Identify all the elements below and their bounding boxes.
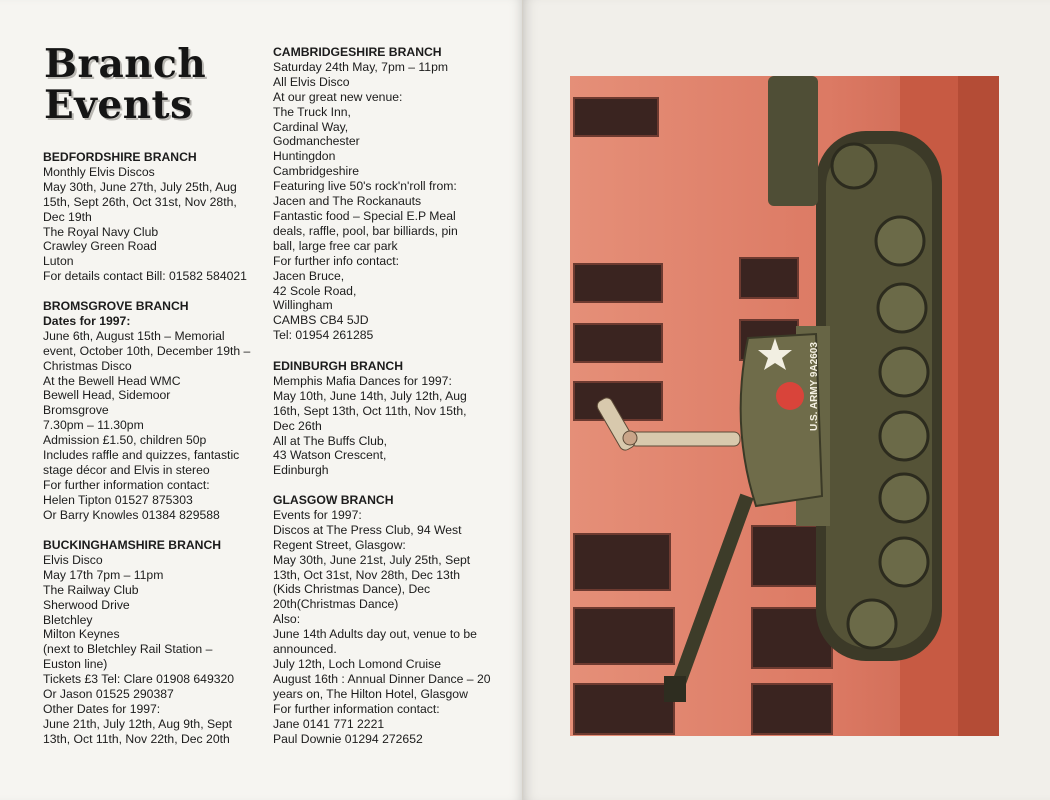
left-page: [0, 0, 523, 800]
event-line: Includes raffle and quizzes, fantastic: [43, 448, 240, 463]
event-line: July 12th, Loch Lomond Cruise: [273, 656, 442, 671]
event-line: May 17th 7pm – 11pm: [43, 567, 164, 582]
event-line: Jacen and The Rockanauts: [273, 194, 422, 209]
event-line: (Kids Christmas Dance), Dec: [273, 582, 431, 597]
title-line-2: Events: [44, 82, 193, 128]
branch-heading: BEDFORDSHIRE BRANCH: [43, 150, 197, 164]
event-line: The Truck Inn,: [273, 104, 351, 119]
event-details: [273, 374, 509, 478]
branch-heading: BUCKINGHAMSHIRE BRANCH: [43, 538, 222, 552]
event-line: Discos at The Press Club, 94 West: [273, 522, 462, 537]
event-line: Willingham: [273, 298, 333, 313]
tank-photo: [570, 76, 999, 736]
event-line: The Railway Club: [43, 582, 139, 597]
event-line: 13th, Oct 31st, Nov 28th, Dec 13th: [273, 567, 460, 582]
branch-heading: CAMBRIDGESHIRE BRANCH: [273, 45, 442, 59]
branch-bromsgrove: [43, 299, 265, 523]
event-details: [43, 329, 265, 523]
event-line: stage décor and Elvis in stereo: [43, 462, 210, 477]
event-line: May 30th, June 27th, July 25th, Aug: [43, 179, 237, 194]
branch-buckinghamshire: [43, 538, 265, 747]
event-line: Saturday 24th May, 7pm – 11pm: [273, 59, 449, 74]
event-line: Tickets £3 Tel: Clare 01908 649320: [43, 672, 235, 687]
title-line-1: Branch: [44, 41, 207, 87]
branch-heading: BROMSGROVE BRANCH: [43, 299, 189, 313]
event-line: Admission £1.50, children 50p: [43, 433, 207, 448]
event-line: Elvis Disco: [43, 552, 103, 567]
event-line: Dec 19th: [43, 209, 92, 224]
event-line: June 6th, August 15th – Memorial: [43, 328, 225, 343]
event-line: 15th, Sept 26th, Oct 31st, Nov 28th,: [43, 194, 237, 209]
event-line: For further information contact:: [43, 477, 210, 492]
event-line: June 21th, July 12th, Aug 9th, Sept: [43, 716, 233, 731]
event-line: May 10th, June 14th, July 12th, Aug: [273, 388, 467, 403]
event-line: Sherwood Drive: [43, 597, 130, 612]
event-line: Memphis Mafia Dances for 1997:: [273, 373, 452, 388]
event-details: [43, 165, 265, 284]
branch-edinburgh: [273, 359, 509, 478]
event-line: Bromsgrove: [43, 403, 109, 418]
event-line: 42 Scole Road,: [273, 283, 357, 298]
branch-cambridgeshire: [273, 45, 509, 343]
event-line: Other Dates for 1997:: [43, 701, 161, 716]
event-line: Cardinal Way,: [273, 119, 349, 134]
event-line: Bewell Head, Sidemoor: [43, 388, 171, 403]
event-line: Or Jason 01525 290387: [43, 687, 174, 702]
event-line: For further information contact:: [273, 701, 440, 716]
event-line: Edinburgh: [273, 463, 329, 478]
event-line: announced.: [273, 642, 337, 657]
event-line: Cambridgeshire: [273, 164, 360, 179]
event-line: Events for 1997:: [273, 507, 362, 522]
branch-subheading: Dates for 1997:: [43, 313, 131, 328]
event-line: Featuring live 50's rock'n'roll from:: [273, 179, 457, 194]
event-line: August 16th : Annual Dinner Dance – 20: [273, 671, 491, 686]
event-line: Milton Keynes: [43, 627, 120, 642]
event-line: Crawley Green Road: [43, 239, 157, 254]
event-line: (next to Bletchley Rail Station –: [43, 642, 213, 657]
event-line: Godmanchester: [273, 134, 360, 149]
event-line: 20th(Christmas Dance): [273, 597, 399, 612]
building-shadow: [958, 76, 999, 736]
event-line: June 14th Adults day out, venue to be: [273, 627, 477, 642]
branch-bedfordshire: [43, 150, 265, 284]
event-line: Monthly Elvis Discos: [43, 164, 155, 179]
branch-heading: GLASGOW BRANCH: [273, 493, 394, 507]
event-line: For further info contact:: [273, 253, 399, 268]
event-line: At our great new venue:: [273, 89, 403, 104]
event-line: Regent Street, Glasgow:: [273, 537, 406, 552]
event-line: event, October 10th, December 19th –: [43, 343, 251, 358]
event-line: 7.30pm – 11.30pm: [43, 418, 144, 433]
event-details: [273, 508, 509, 747]
event-line: 16th, Sept 13th, Oct 11th, Nov 15th,: [273, 403, 467, 418]
tank-marking: U.S. ARMY 9A2603: [809, 342, 820, 431]
event-details: [43, 553, 265, 747]
event-line: Jane 0141 771 2221: [273, 716, 385, 731]
event-line: Tel: 01954 261285: [273, 328, 374, 343]
tank-photo-illustration: [570, 76, 999, 736]
event-line: deals, raffle, pool, bar billiards, pin: [273, 223, 458, 238]
event-line: Also:: [273, 612, 301, 627]
event-line: Christmas Disco: [43, 358, 132, 373]
event-line: 43 Watson Crescent,: [273, 448, 387, 463]
event-line: Or Barry Knowles 01384 829588: [43, 507, 220, 522]
event-line: Bletchley: [43, 612, 93, 627]
event-line: Dec 26th: [273, 418, 322, 433]
event-line: years on, The Hilton Hotel, Glasgow: [273, 686, 468, 701]
event-line: Luton: [43, 254, 74, 269]
branch-glasgow: [273, 493, 509, 746]
event-line: Helen Tipton 01527 875303: [43, 492, 193, 507]
event-line: ball, large free car park: [273, 238, 398, 253]
branch-heading: EDINBURGH BRANCH: [273, 359, 403, 373]
event-line: The Royal Navy Club: [43, 224, 159, 239]
event-line: For details contact Bill: 01582 584021: [43, 269, 247, 284]
event-line: May 30th, June 21st, July 25th, Sept: [273, 552, 471, 567]
event-line: Fantastic food – Special E.P Meal: [273, 208, 456, 223]
event-line: 13th, Oct 11th, Nov 22th, Dec 20th: [43, 731, 230, 746]
event-line: At the Bewell Head WMC: [43, 373, 181, 388]
event-line: CAMBS CB4 5JD: [273, 313, 369, 328]
event-line: Paul Downie 01294 272652: [273, 731, 423, 746]
page-title: [44, 41, 207, 128]
event-line: Euston line): [43, 657, 108, 672]
event-line: All at The Buffs Club,: [273, 433, 388, 448]
event-line: Jacen Bruce,: [273, 268, 345, 283]
event-line: All Elvis Disco: [273, 74, 350, 89]
event-line: Huntingdon: [273, 149, 336, 164]
event-details: [273, 60, 509, 343]
